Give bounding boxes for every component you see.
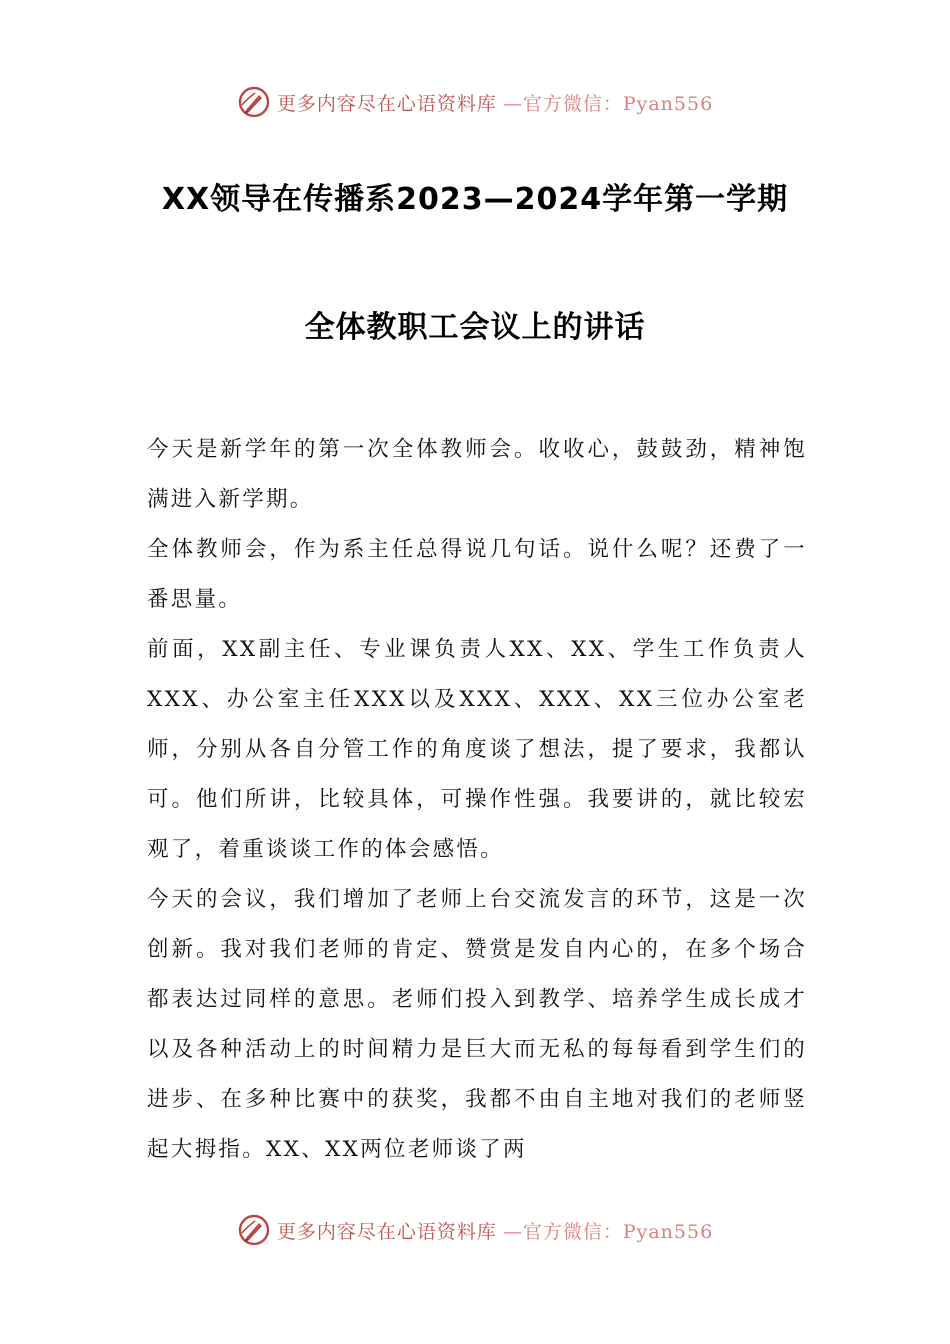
pen-in-circle-logo-icon [237,85,271,119]
document-body [147,425,807,1175]
paragraph: 前面，XX副主任、专业课负责人XX、XX、学生工作负责人XXX、办公室主任XXX以及XXX、XXX、XX三位办公室老师，分别从各自分管工作的角度谈了想法，提了要求，我都认可。他们所讲，比较具体，可操作性强。我要讲的，就比较宏观了，着重谈谈工作的体会感悟。 [147,637,807,862]
pen-in-circle-logo-icon [237,1213,271,1247]
header-wechat-text: —官方微信：Pyan556 [502,92,714,115]
document-title-line-1: XX领导在传播系2023—2024学年第一学期 [161,182,789,217]
document-title-line-2: 全体教职工会议上的讲话 [304,310,646,345]
paragraph: 今天的会议，我们增加了老师上台交流发言的环节，这是一次创新。我对我们老师的肯定、赞赏是发自内心的，在多个场合都表达过同样的意思。老师们投入到教学、培养学生成长成才以及各种活动上的时间精力是巨大而无私的每每看到学生们的进步、在多种比赛中的获奖，我都不由自主地对我们的老师竖起大拇指。XX、XX两位老师谈了两 [147,887,807,1162]
footer-banner [0,1210,950,1250]
paragraph: 全体教师会，作为系主任总得说几句话。说什么呢？还费了一番思量。 [147,537,807,612]
paragraph: 今天是新学年的第一次全体教师会。收收心，鼓鼓劲，精神饱满进入新学期。 [147,437,807,512]
header-banner [0,82,950,122]
header-site-text: 更多内容尽在心语资料库 [276,92,497,115]
footer-site-text: 更多内容尽在心语资料库 [276,1220,497,1243]
footer-wechat-text: —官方微信：Pyan556 [502,1220,714,1243]
